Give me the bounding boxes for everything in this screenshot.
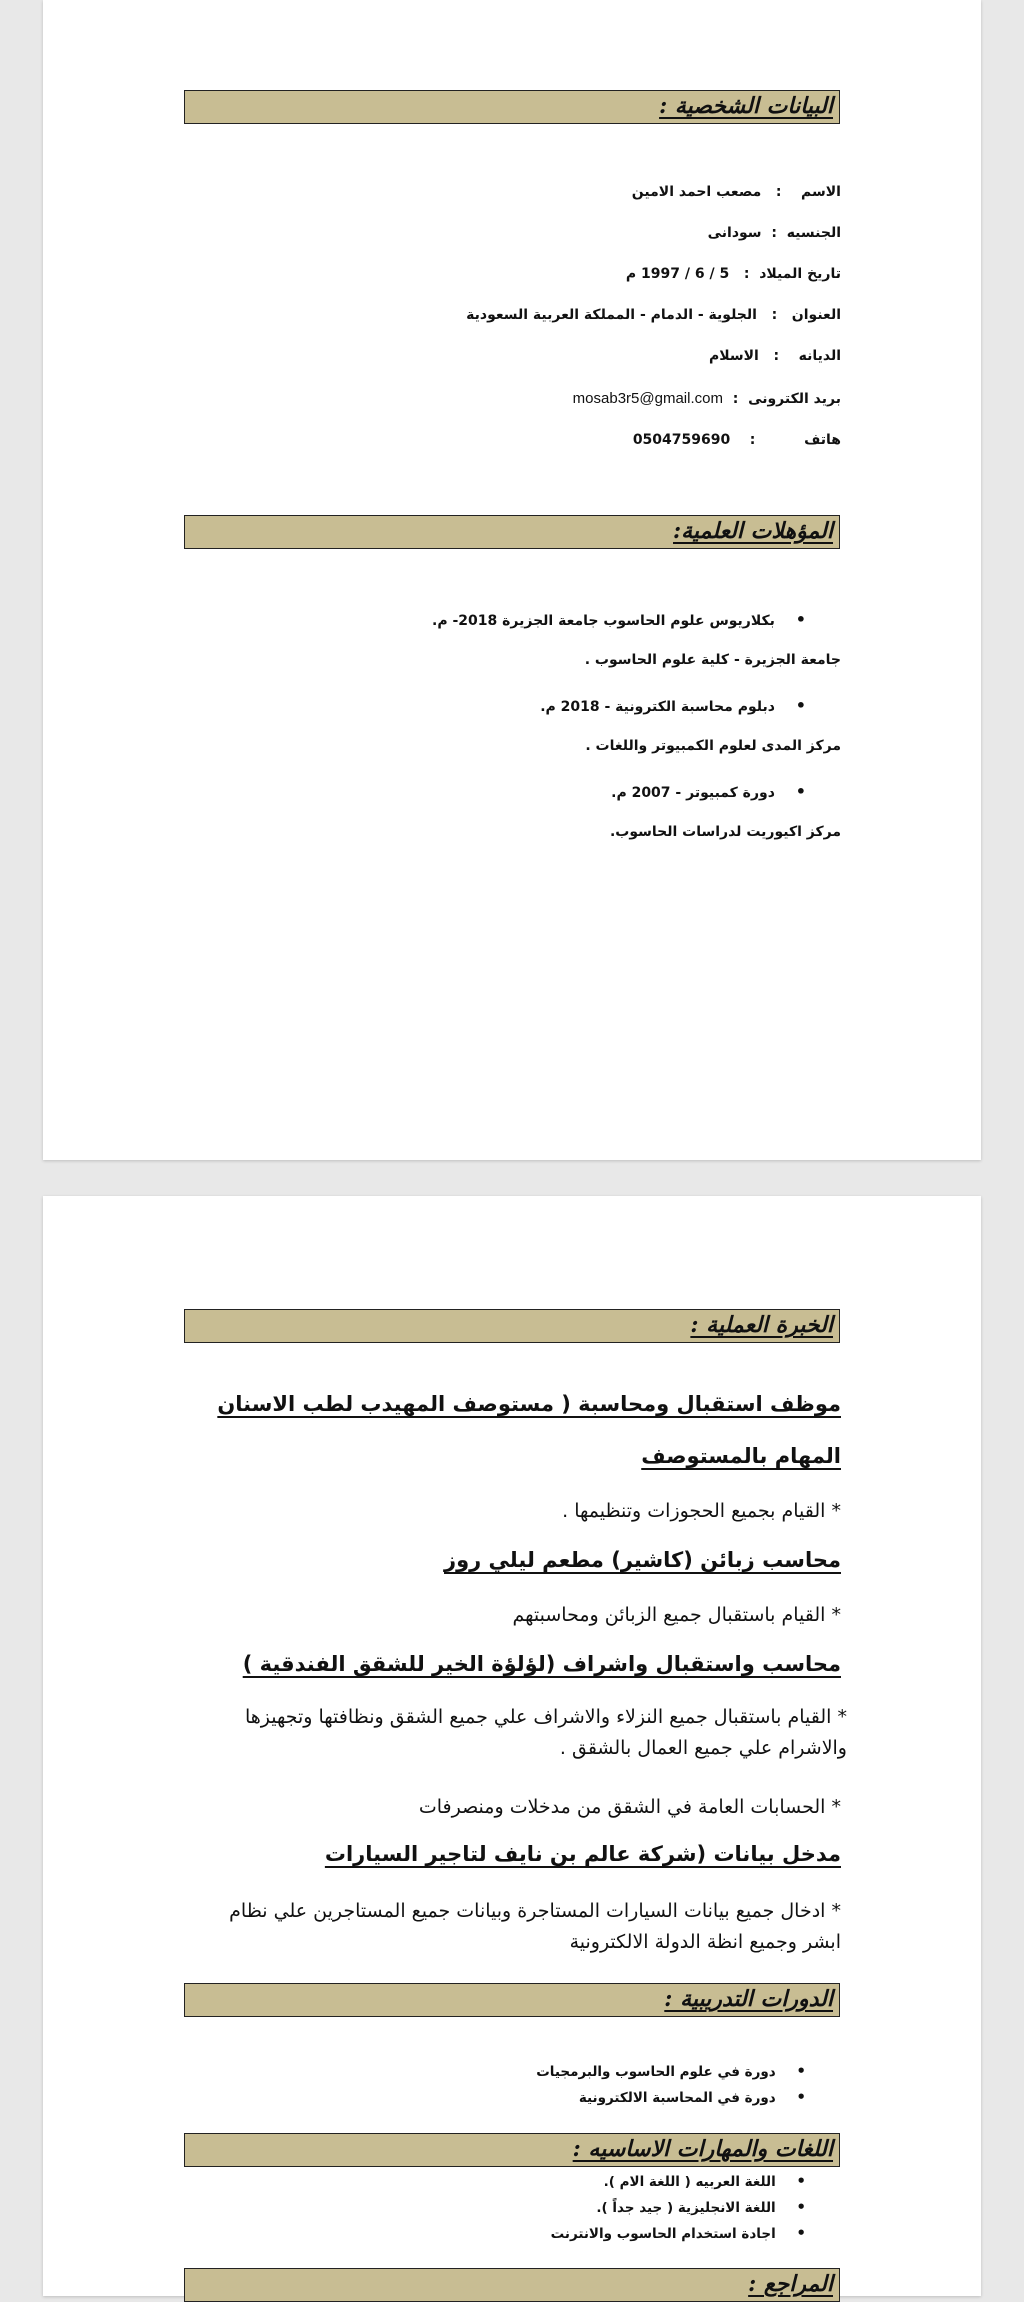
training-item-1: • دورة في علوم الحاسوب والبرمجيات — [536, 2062, 806, 2080]
experience-heading-bar — [184, 1309, 840, 1343]
qualification-place-3: مركز اكيوريت لدراسات الحاسوب. — [609, 824, 841, 840]
qualification-place-2: مركز المدى لعلوم الكمبيوتر واللغات . — [585, 738, 841, 754]
job-task-4-2: * الحسابات العامة في الشقق من مدخلات ومنصرفات — [418, 1796, 841, 1818]
references-heading: المراجع : — [748, 2271, 833, 2297]
document-page-1 — [43, 0, 981, 1160]
references-heading-bar — [184, 2268, 840, 2302]
job-task-2-1: * القيام بجميع الحجوزات وتنظيمها . — [562, 1500, 841, 1522]
email-value: mosab3r5@gmail.com — [572, 390, 723, 407]
job-title-2: المهام بالمستوصف — [641, 1444, 841, 1468]
job-task-4-1: * القيام باستقبال جميع النزلاء والاشراف علي جميع الشقق ونظافتها وتجهيزها والاشرام علي جميع العمال بالشقق . — [244, 1706, 847, 1759]
qualification-item-1: • بكلاريوس علوم الحاسوب جامعة الجزيرة 2018- م. — [432, 610, 806, 629]
info-row-birthdate: تاريخ الميلاد : 5 / 6 / 1997 م — [625, 266, 841, 282]
job-title-1: موظف استقبال ومحاسبة ( مستوصف المهيدب لطب الاسنان — [217, 1392, 841, 1416]
language-item-2: • اللغة الانجليزية ( جيد جداً ). — [596, 2198, 806, 2216]
skill-item-3: • اجادة استخدام الحاسوب والانترنت — [551, 2224, 806, 2242]
info-row-nationality: الجنسيه : سودانى — [707, 225, 841, 241]
job-task-5-1: * ادخال جميع بيانات السيارات المستاجرة وبيانات جميع المستاجرين علي نظام ابشر وجميع انظة الدولة الالكترونية — [229, 1900, 841, 1953]
language-item-1: • اللغة العربيه ( اللغة الام ). — [604, 2172, 806, 2190]
qualification-item-3: • دورة كمبيوتر - 2007 م. — [611, 782, 806, 801]
training-item-2: • دورة في المحاسبة الالكترونية — [579, 2088, 806, 2106]
qualifications-heading-bar — [184, 515, 840, 549]
job-title-4: محاسب واستقبال واشراف (لؤلؤة الخير للشقق الفندقية ) — [242, 1652, 841, 1676]
job-title-5: مدخل بيانات (شركة عالم بن نايف لتاجير السيارات — [324, 1842, 841, 1866]
personal-info-heading: البيانات الشخصية : — [659, 93, 833, 119]
training-heading-bar — [184, 1983, 840, 2017]
job-task-3-1: * القيام باستقبال جميع الزبائن ومحاسبتهم — [512, 1604, 841, 1626]
info-row-phone: هاتف : 0504759690 — [632, 432, 841, 448]
experience-heading: الخبرة العملية : — [690, 1312, 833, 1338]
qualification-place-1: جامعة الجزيرة - كلية علوم الحاسوب . — [584, 652, 841, 668]
info-row-name: الاسم : مصعب احمد الامين — [631, 184, 841, 200]
info-row-religion: الديانه : الاسلام — [708, 348, 841, 364]
info-row-address: العنوان : الجلوية - الدمام - المملكة العربية السعودية — [466, 307, 841, 323]
document-page-2 — [43, 1196, 981, 2296]
qualification-item-2: • دبلوم محاسبة الكترونية - 2018 م. — [540, 696, 806, 715]
languages-heading-bar — [184, 2133, 840, 2167]
qualifications-heading: المؤهلات العلمية: — [673, 518, 833, 544]
personal-info-heading-bar — [184, 90, 840, 124]
job-title-3: محاسب زبائن (كاشير) مطعم ليلي روز — [444, 1548, 841, 1572]
info-row-email: بريد الكترونى : mosab3r5@gmail.com — [572, 390, 841, 407]
languages-heading: اللغات والمهارات الاساسيه : — [572, 2136, 833, 2162]
training-heading: الدورات التدريبية : — [664, 1986, 833, 2012]
